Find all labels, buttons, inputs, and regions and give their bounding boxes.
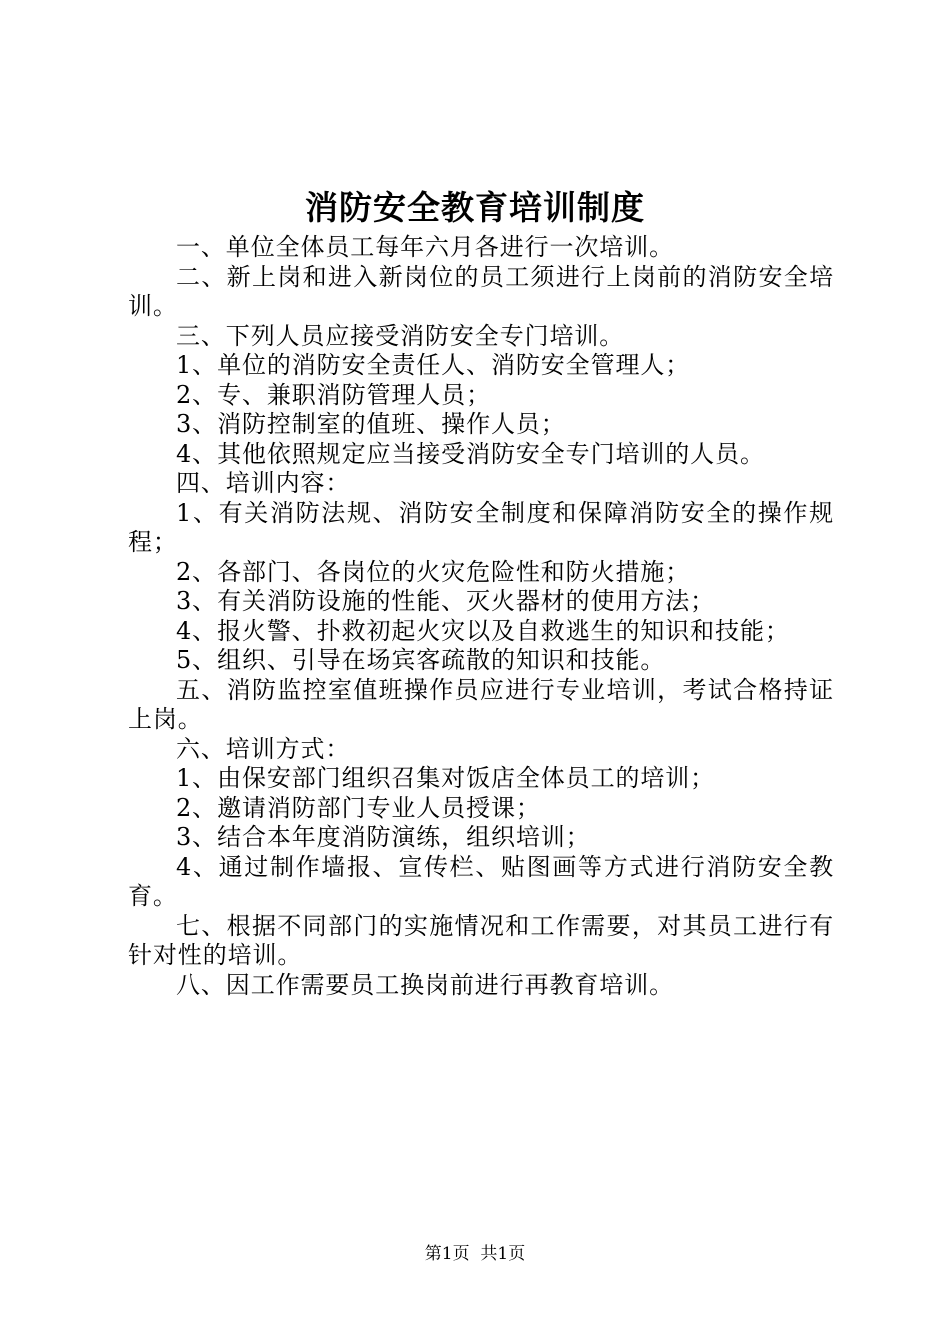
paragraph-4-item-2: 2、各部门、各岗位的火灾危险性和防火措施； xyxy=(176,557,691,586)
paragraph-6-item-3: 3、结合本年度消防演练，组织培训； xyxy=(176,823,591,851)
paragraph-5: 五、消防监控室值班操作员应进行专业培训，考试合格持证上岗。 xyxy=(128,675,834,733)
paragraph-4-item-3: 3、有关消防设施的性能、灭火器材的使用方法； xyxy=(176,587,716,615)
paragraph-1: 一、单位全体员工每年六月各进行一次培训。 xyxy=(176,233,674,261)
paragraph-4-item-5: 5、组织、引导在场宾客疏散的知识和技能。 xyxy=(176,646,666,674)
document-body xyxy=(128,233,834,1000)
paragraph-8: 八、因工作需要员工换岗前进行再教育培训。 xyxy=(176,970,674,999)
paragraph-3-item-2: 2、专、兼职消防管理人员； xyxy=(176,380,491,409)
paragraph-3-item-4: 4、其他依照规定应当接受消防安全专门培训的人员。 xyxy=(176,439,765,468)
paragraph-7: 七、根据不同部门的实施情况和工作需要，对其员工进行有针对性的培训。 xyxy=(128,911,834,969)
paragraph-3-item-1: 1、单位的消防安全责任人、消防安全管理人； xyxy=(176,351,691,379)
document-title: 消防安全教育培训制度 xyxy=(305,188,645,227)
paragraph-3-item-3: 3、消防控制室的值班、操作人员； xyxy=(176,410,566,438)
page-footer: 第1页 共1页 xyxy=(424,1244,526,1264)
paragraph-3: 三、下列人员应接受消防安全专门培训。 xyxy=(176,321,625,350)
paragraph-6-item-4: 4、通过制作墙报、宣传栏、贴图画等方式进行消防安全教育。 xyxy=(128,852,834,910)
paragraph-6: 六、培训方式： xyxy=(176,734,351,763)
paragraph-4: 四、培训内容： xyxy=(176,469,351,497)
paragraph-4-item-1: 1、有关消防法规、消防安全制度和保障消防安全的操作规程； xyxy=(128,498,834,556)
paragraph-6-item-1: 1、由保安部门组织召集对饭店全体员工的培训； xyxy=(176,764,716,792)
paragraph-2: 二、新上岗和进入新岗位的员工须进行上岗前的消防安全培训。 xyxy=(128,262,834,320)
paragraph-4-item-4: 4、报火警、扑救初起火灾以及自救逃生的知识和技能； xyxy=(176,616,790,645)
paragraph-6-item-2: 2、邀请消防部门专业人员授课； xyxy=(176,793,541,822)
